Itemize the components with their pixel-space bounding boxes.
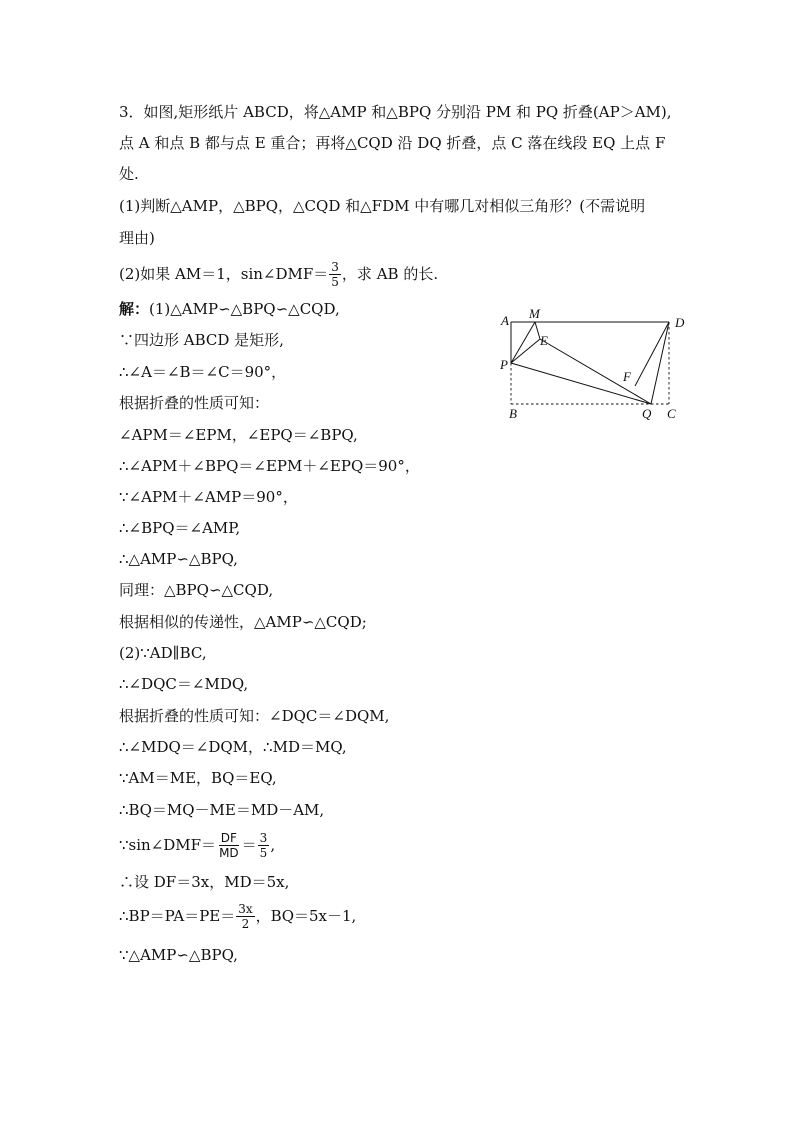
sin-text: ∵sin∠DMF＝ <box>119 836 217 854</box>
fraction-df-md <box>217 831 241 860</box>
solution-line-18 <box>119 827 275 863</box>
solution-line-15: ∴∠MDQ＝∠DQM，∴MD＝MQ, <box>119 738 347 756</box>
segment-df <box>635 322 669 386</box>
question-2-text-end: ，求 AB 的长. <box>341 265 439 283</box>
label-p: P <box>500 357 508 372</box>
label-e: E <box>540 333 548 348</box>
label-f: F <box>623 369 631 384</box>
geometry-figure <box>497 302 697 427</box>
label-q: Q <box>642 406 652 421</box>
fold-line-pm <box>511 322 535 363</box>
label-m: M <box>529 306 540 321</box>
question-2-line <box>119 258 438 290</box>
problem-line-1: 3．如图,矩形纸片 ABCD，将△AMP 和△BPQ 分别沿 PM 和 PQ 折叠(AP＞AM), <box>119 103 672 121</box>
question-1-line-a: (1)判断△AMP，△BPQ，△CQD 和△FDM 中有哪几对相似三角形？(不需说明 <box>119 197 646 215</box>
label-a: A <box>501 313 509 328</box>
fraction-numerator: 3 <box>331 259 339 274</box>
solution-line-1 <box>119 299 340 319</box>
fraction-3-5 <box>329 260 341 289</box>
comma: , <box>270 836 276 854</box>
solution-line-13: ∴∠DQC＝∠MDQ, <box>119 675 249 693</box>
fraction-numerator: 3x <box>238 901 253 916</box>
problem-line-3: 处. <box>119 165 139 183</box>
problem-line-2: 点 A 和点 B 都与点 E 重合；再将△CQD 沿 DQ 折叠，点 C 落在线段 EQ 上点 F <box>119 134 666 152</box>
bp-text: ∴BP＝PA＝PE＝ <box>119 907 236 925</box>
solution-line-2: ∵四边形 ABCD 是矩形, <box>119 331 284 349</box>
solution-line-10: 同理：△BPQ∽△CQD, <box>119 581 274 599</box>
question-1-line-b: 理由) <box>119 229 155 247</box>
fraction-denominator: 5 <box>331 274 339 289</box>
solution-line-8: ∴∠BPQ＝∠AMP, <box>119 519 241 537</box>
solution-line-3: ∴∠A＝∠B＝∠C＝90°， <box>119 363 287 381</box>
label-c: C <box>667 406 676 421</box>
bq-text: ，BQ＝5x－1, <box>255 907 357 925</box>
label-d: D <box>675 315 685 330</box>
fraction-3x-2 <box>236 902 254 931</box>
fraction-denominator: MD <box>219 845 239 860</box>
segment-eq <box>540 339 651 404</box>
solution-line-6: ∴∠APM＋∠BPQ＝∠EPM＋∠EPQ＝90°， <box>119 457 420 475</box>
solution-line-4: 根据折叠的性质可知： <box>119 394 270 412</box>
solution-line-14: 根据折叠的性质可知：∠DQC＝∠DQM, <box>119 707 390 725</box>
solution-line-11: 根据相似的传递性，△AMP∽△CQD; <box>119 613 367 631</box>
solution-line-9: ∴△AMP∽△BPQ, <box>119 550 238 568</box>
label-b: B <box>509 406 517 421</box>
solution-line-20 <box>119 898 356 934</box>
solution-text: (1)△AMP∽△BPQ∽△CQD, <box>149 300 340 318</box>
fraction-numerator: DF <box>220 830 237 845</box>
solution-line-17: ∴BQ＝MQ－ME＝MD－AM, <box>119 801 325 819</box>
fraction-numerator: 3 <box>259 830 268 845</box>
solution-line-19: ∴设 DF＝3x，MD＝5x, <box>119 873 290 891</box>
fold-line-dq <box>651 322 669 404</box>
equals-sign: ＝ <box>241 836 257 854</box>
solution-line-5: ∠APM＝∠EPM，∠EPQ＝∠BPQ, <box>119 426 358 444</box>
fraction-denominator: 2 <box>241 916 250 931</box>
question-2-text: (2)如果 AM＝1，sin∠DMF＝ <box>119 265 329 283</box>
fraction-3-5 <box>258 831 270 860</box>
segment-pe <box>511 339 540 363</box>
solution-line-7: ∵∠APM＋∠AMP＝90°， <box>119 488 298 506</box>
fraction-denominator: 5 <box>259 845 268 860</box>
solution-label: 解： <box>119 300 150 318</box>
solution-line-21: ∵△AMP∽△BPQ, <box>119 946 238 964</box>
solution-line-12: (2)∵AD∥BC, <box>119 644 207 662</box>
solution-line-16: ∵AM＝ME，BQ＝EQ, <box>119 769 277 787</box>
